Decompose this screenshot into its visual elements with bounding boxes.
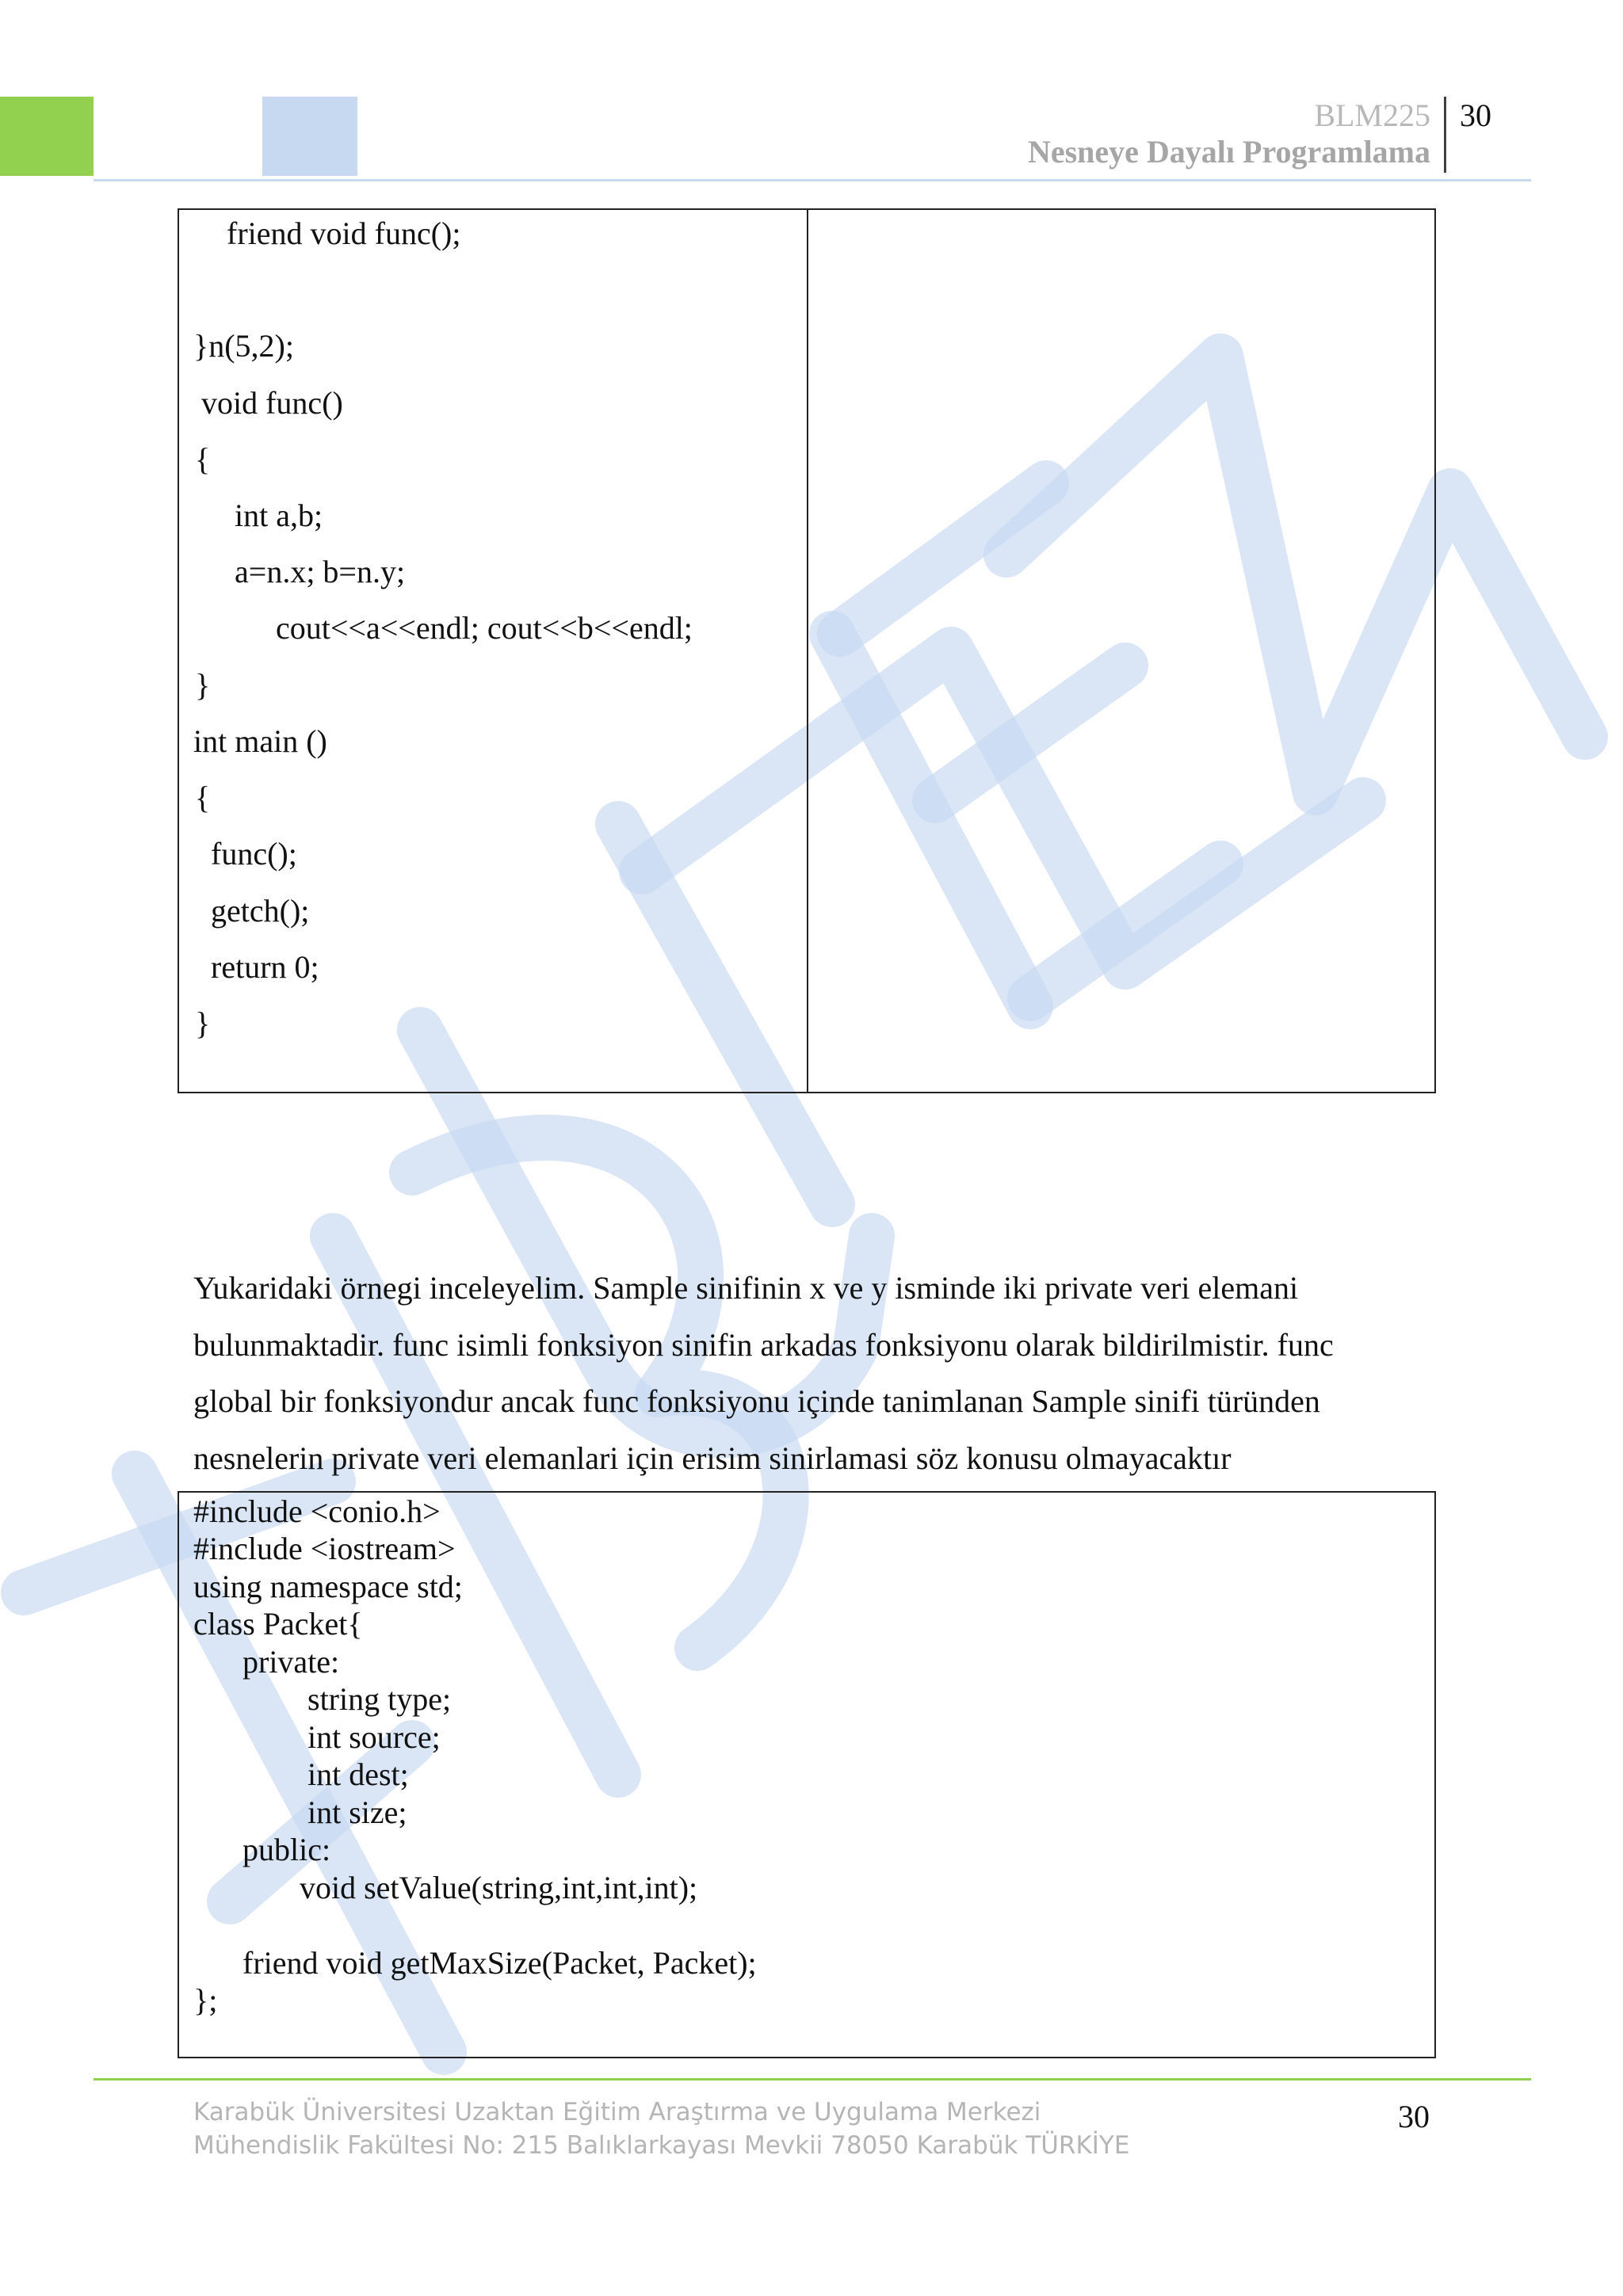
footer-address: Mühendislik Fakültesi No: 215 Balıklarkayası Mevkii 78050 Karabük TÜRKİYE — [193, 2131, 1130, 2160]
footer-page-number: 30 — [1398, 2099, 1430, 2134]
header-page-number: 30 — [1460, 97, 1491, 133]
code-line: { — [195, 780, 211, 815]
code-line: } — [195, 667, 211, 703]
paragraph-line: global bir fonksiyondur ancak func fonksiyonu içinde tanimlanan Sample sinifi türünden — [193, 1383, 1320, 1419]
code-line: public: — [242, 1832, 331, 1867]
code-table-2 — [178, 1491, 1436, 2058]
code-line: #include <conio.h> — [193, 1493, 441, 1529]
code-table-1 — [178, 208, 1436, 1093]
paragraph-line: nesnelerin private veri elemanlari için erisim sinirlamasi söz konusu olmayacaktır — [193, 1440, 1232, 1476]
header-blue-block — [262, 97, 357, 176]
course-title: Nesneye Dayalı Programlama — [1027, 134, 1430, 170]
footer-rule — [94, 2078, 1531, 2081]
code-line: return 0; — [211, 949, 319, 985]
table-column-divider — [807, 210, 808, 1092]
code-line: friend void func(); — [227, 215, 461, 251]
code-line: } — [195, 1005, 211, 1041]
code-line: #include <iostream> — [193, 1531, 456, 1566]
header-green-block — [0, 97, 94, 176]
code-line: int size; — [307, 1794, 407, 1830]
code-line: int main () — [193, 723, 327, 759]
header-rule — [94, 179, 1531, 181]
code-line: func(); — [211, 836, 297, 871]
code-line: friend void getMaxSize(Packet, Packet); — [242, 1945, 757, 1981]
code-line: using namespace std; — [193, 1569, 463, 1604]
paragraph-line: bulunmaktadir. func isimli fonksiyon sinifin arkadas fonksiyonu olarak bildirilmistir. func — [193, 1326, 1334, 1363]
code-line: { — [195, 441, 211, 477]
code-line: getch(); — [211, 893, 310, 929]
code-line: int dest; — [307, 1756, 409, 1792]
code-line: }n(5,2); — [193, 328, 294, 364]
code-line: void setValue(string,int,int,int); — [300, 1870, 698, 1905]
course-code: BLM225 — [1314, 97, 1430, 133]
footer-institution: Karabük Üniversitesi Uzaktan Eğitim Araştırma ve Uygulama Merkezi — [193, 2098, 1041, 2126]
code-line: private: — [242, 1644, 340, 1680]
code-line: a=n.x; b=n.y; — [235, 554, 406, 589]
code-line: }; — [193, 1982, 218, 2018]
code-line: void func() — [201, 385, 343, 421]
code-line: class Packet{ — [193, 1606, 363, 1642]
code-line: cout<<a<<endl; cout<<b<<endl; — [276, 610, 693, 646]
code-line: string type; — [307, 1681, 452, 1717]
code-line: int source; — [307, 1719, 441, 1755]
code-line: int a,b; — [235, 498, 323, 533]
paragraph-line: Yukaridaki örnegi inceleyelim. Sample sinifinin x ve y isminde iki private veri elemani — [193, 1270, 1299, 1306]
explanation-paragraph — [193, 1260, 1438, 1486]
header-separator — [1444, 97, 1446, 173]
